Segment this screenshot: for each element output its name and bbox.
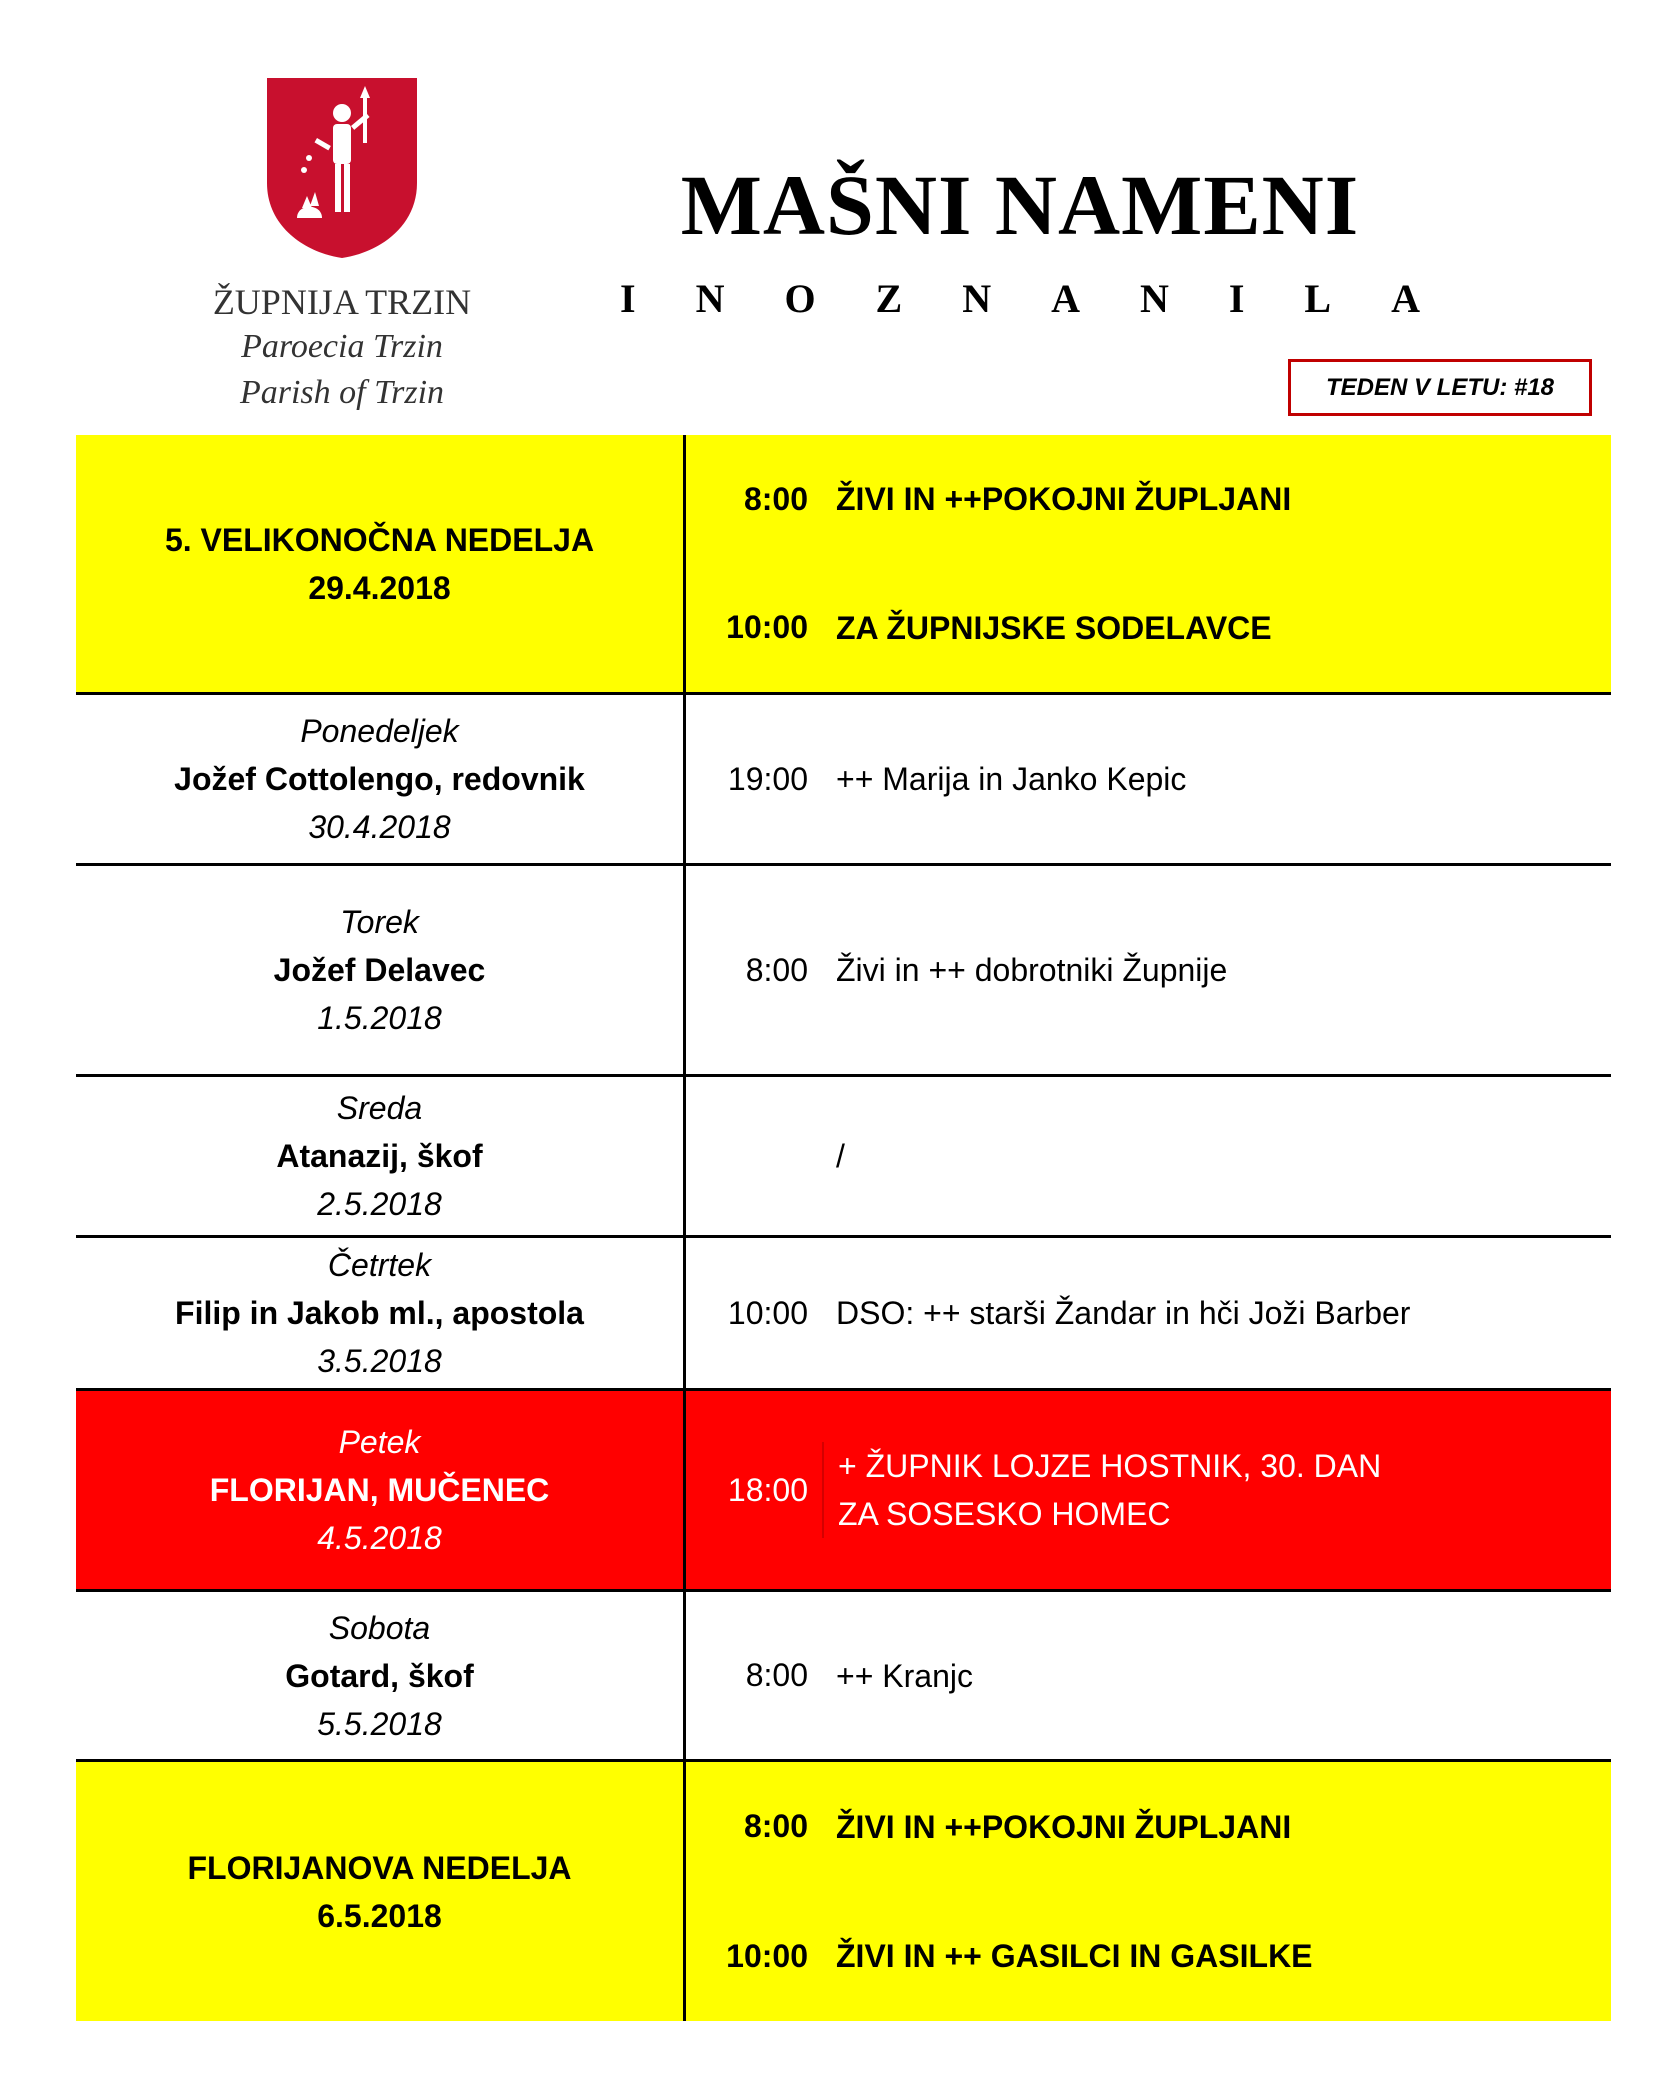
schedule-row — [76, 1238, 1611, 1391]
day-date: 29.4.2018 — [308, 569, 451, 606]
mass-intention: DSO: ++ starši Žandar in hči Joži Barber — [836, 1295, 1411, 1331]
day-date: 5.5.2018 — [317, 1705, 442, 1742]
saint-name: Atanazij, škof — [276, 1138, 483, 1174]
mass-time: 19:00 — [727, 760, 808, 797]
schedule-row — [76, 866, 1611, 1077]
day-cell — [76, 1592, 686, 1759]
mass-time: 8:00 — [743, 480, 808, 517]
day-date: 4.5.2018 — [317, 1520, 442, 1556]
subtitle-letter: I — [620, 276, 636, 321]
day-name: Torek — [340, 904, 419, 940]
day-cell — [76, 1238, 686, 1388]
masses-cell — [686, 866, 1611, 1074]
parish-logo — [197, 76, 487, 429]
schedule-row — [76, 1592, 1611, 1762]
mass-entry — [686, 1652, 1611, 1700]
saint-name: FLORIJAN, MUČENEC — [209, 1472, 550, 1508]
masses-cell — [686, 435, 1611, 692]
day-date: 2.5.2018 — [317, 1186, 442, 1222]
mass-intention: ++ Marija in Janko Kepic — [836, 761, 1187, 797]
mass-time: 8:00 — [745, 951, 808, 988]
day-cell — [76, 866, 686, 1074]
mass-entry — [686, 1132, 1611, 1180]
saint-name: Filip in Jakob ml., apostola — [175, 1295, 584, 1331]
day-cell — [76, 1391, 686, 1589]
day-name: Sobota — [328, 1609, 431, 1646]
feast-name: 5. VELIKONOČNA NEDELJA — [164, 521, 595, 558]
masses-cell — [686, 1238, 1611, 1388]
mass-schedule-table — [76, 435, 1611, 2021]
schedule-row — [76, 1077, 1611, 1238]
parish-latin-name: Paroecia Trzin — [241, 328, 443, 365]
day-date: 1.5.2018 — [317, 1000, 442, 1036]
day-name: Petek — [338, 1424, 421, 1460]
day-cell — [76, 1077, 686, 1235]
schedule-row — [76, 695, 1611, 866]
mass-time: 10:00 — [727, 1294, 808, 1331]
mass-entry — [686, 755, 1611, 803]
mass-entry — [686, 475, 1611, 523]
mass-time: 10:00 — [726, 1937, 808, 1974]
subtitle-letter: A — [1391, 276, 1420, 321]
mass-time: 8:00 — [743, 1808, 808, 1845]
subtitle-letter: L — [1304, 276, 1332, 321]
masses-cell — [686, 695, 1611, 863]
subtitle-letter: O — [784, 276, 816, 321]
saint-name: Gotard, škof — [285, 1657, 474, 1694]
saint-name: Jožef Delavec — [273, 952, 486, 988]
mass-intention: ++ Kranjc — [836, 1657, 973, 1694]
mass-intention: / — [836, 1138, 845, 1174]
mass-entry — [686, 946, 1611, 994]
subtitle-letter: N — [695, 276, 725, 321]
mass-entry — [686, 1442, 1611, 1538]
mass-time: 18:00 — [727, 1471, 808, 1508]
mass-entry — [686, 1932, 1611, 1980]
subtitle-letter: N — [1139, 276, 1169, 321]
subtitle-letter: A — [1051, 276, 1080, 321]
masses-cell — [686, 1762, 1611, 2021]
masses-cell — [686, 1592, 1611, 1759]
mass-intention: ŽIVI IN ++POKOJNI ŽUPLJANI — [836, 481, 1292, 518]
mass-intention: Živi in ++ dobrotniki Župnije — [836, 952, 1228, 988]
schedule-row — [76, 1762, 1611, 2021]
subtitle-letter: I — [1228, 276, 1245, 321]
mass-entry — [686, 604, 1611, 652]
parish-name: ŽUPNIJA TRZIN — [212, 282, 472, 322]
day-date: 3.5.2018 — [317, 1343, 442, 1379]
masses-cell — [686, 1077, 1611, 1235]
mass-intention-line: ZA SOSESKO HOMEC — [838, 1496, 1171, 1532]
day-cell — [76, 435, 686, 692]
schedule-row — [76, 435, 1611, 695]
day-date: 30.4.2018 — [308, 809, 451, 845]
subtitle-letter: Z — [875, 276, 903, 321]
mass-entry — [686, 1803, 1611, 1851]
schedule-row — [76, 1391, 1611, 1592]
page-subtitle — [620, 275, 1420, 322]
day-date: 6.5.2018 — [317, 1897, 442, 1934]
day-name: Ponedeljek — [300, 713, 459, 749]
mass-intention — [822, 1442, 1381, 1538]
mass-intention-line: + ŽUPNIK LOJZE HOSTNIK, 30. DAN — [838, 1448, 1382, 1484]
masses-cell — [686, 1391, 1611, 1589]
mass-time: 8:00 — [745, 1657, 808, 1693]
mass-entry — [686, 1289, 1611, 1337]
day-name: Sreda — [336, 1090, 423, 1126]
saint-name: Jožef Cottolengo, redovnik — [174, 761, 585, 797]
day-cell — [76, 695, 686, 863]
mass-intention: ŽIVI IN ++ GASILCI IN GASILKE — [836, 1938, 1313, 1975]
mass-intention: ŽIVI IN ++POKOJNI ŽUPLJANI — [836, 1808, 1292, 1845]
page-title: MAŠNI NAMENI — [680, 157, 1360, 253]
mass-time: 10:00 — [726, 609, 808, 646]
day-cell — [76, 1762, 686, 2021]
day-name: Četrtek — [327, 1247, 432, 1283]
parish-english-name: Parish of Trzin — [239, 374, 445, 411]
parish-shield-icon — [267, 78, 417, 258]
mass-intention: ZA ŽUPNIJSKE SODELAVCE — [836, 609, 1272, 646]
subtitle-letter: N — [962, 276, 992, 321]
week-badge: TEDEN V LETU: #18 — [1288, 359, 1592, 416]
feast-name: FLORIJANOVA NEDELJA — [187, 1849, 572, 1886]
